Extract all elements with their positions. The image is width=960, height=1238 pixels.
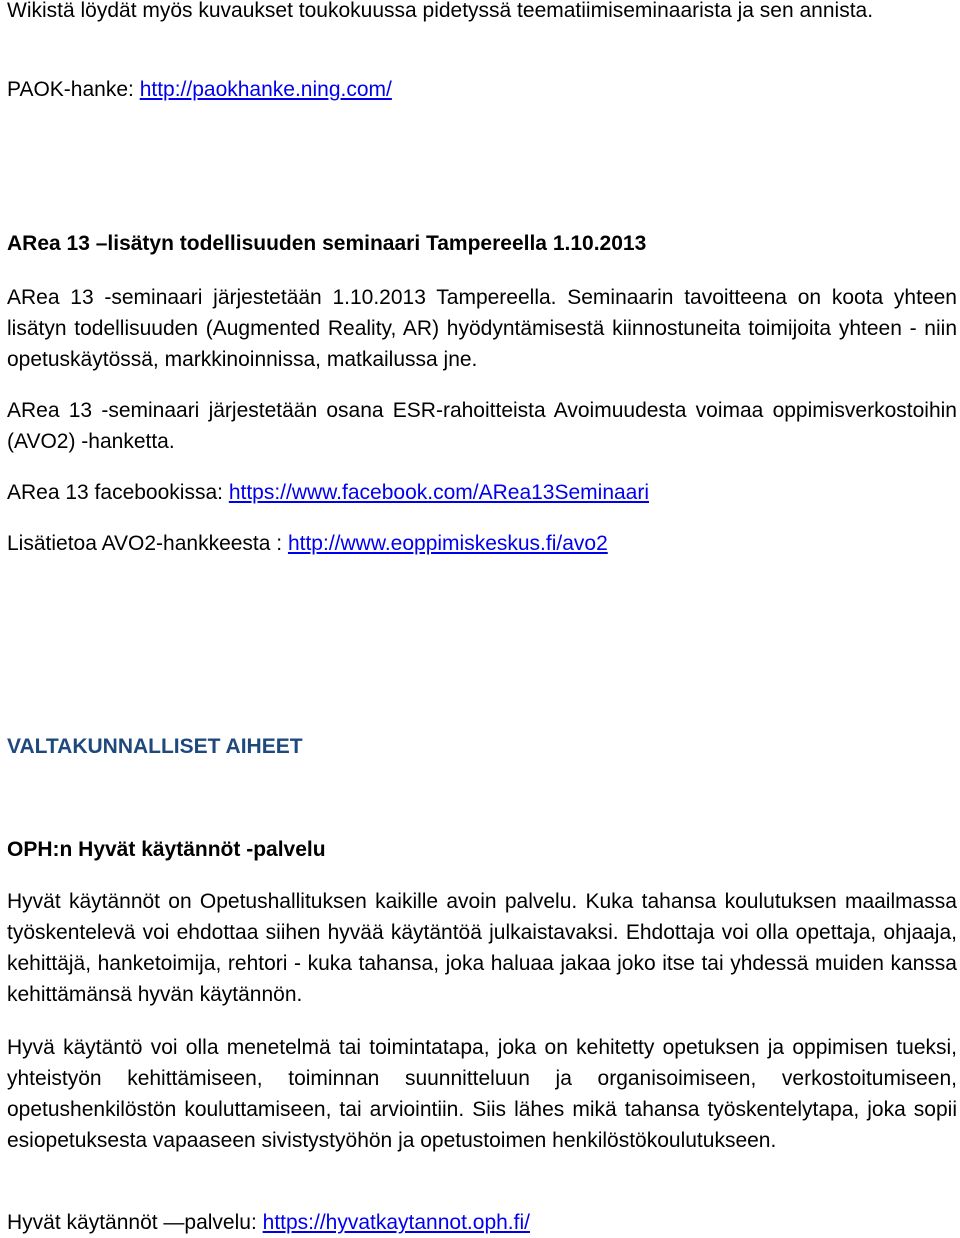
area13-para1-block — [7, 282, 957, 375]
facebook-label: ARea 13 facebookissa: — [7, 481, 229, 504]
facebook-line — [7, 477, 957, 508]
section-heading-block — [7, 731, 957, 762]
oph-para1-block — [7, 886, 957, 1010]
oph-paragraph-1: Hyvät käytännöt on Opetushallituksen kaikille avoin palvelu. Kuka tahansa koulutuksen maailmassa työskentelevä voi ehdottaa siihen hyvää käytäntöä julkaistavaksi. Ehdottaja voi olla opettaja, ohjaaja, kehittäjä, hanketoimija, rehtori - kuka tahansa, joka haluaa jakaa joko itse tai yhdessä muiden kanssa kehittämänsä hyvän käytännön. — [7, 890, 957, 1006]
avo2-link[interactable]: http://www.eoppimiskeskus.fi/avo2 — [287, 532, 608, 555]
service-link[interactable]: https://hyvatkaytannot.oph.fi/ — [262, 1211, 530, 1234]
intro-text: Wikistä löydät myös kuvaukset toukokuussa pidetyssä teematiimiseminaarista ja sen annista. — [7, 0, 874, 22]
area13-heading-block — [7, 228, 957, 259]
paok-link[interactable]: http://paokhanke.ning.com/ — [139, 78, 392, 101]
service-line — [7, 1207, 957, 1238]
paok-label: PAOK-hanke: — [7, 78, 140, 101]
avo2-line — [7, 528, 957, 559]
oph-heading: OPH:n Hyvät käytännöt -palvelu — [7, 838, 326, 861]
service-label: Hyvät käytännöt —palvelu: — [7, 1211, 263, 1234]
oph-para2-block — [7, 1032, 957, 1156]
oph-heading-block — [7, 834, 957, 865]
paok-line — [7, 74, 957, 105]
area13-paragraph-2: ARea 13 -seminaari järjestetään osana ESR-rahoitteista Avoimuudesta voimaa oppimisverkostoihin (AVO2) -hanketta. — [7, 399, 957, 453]
intro-block — [7, 0, 957, 26]
avo2-label: Lisätietoa AVO2-hankkeesta : — [7, 532, 288, 555]
section-heading: VALTAKUNNALLISET AIHEET — [7, 735, 303, 758]
area13-para2-block — [7, 395, 957, 457]
area13-heading: ARea 13 –lisätyn todellisuuden seminaari Tampereella 1.10.2013 — [7, 232, 647, 255]
area13-paragraph-1: ARea 13 -seminaari järjestetään 1.10.2013 Tampereella. Seminaarin tavoitteena on koota yhteen lisätyn todellisuuden (Augmented Reality, AR) hyödyntämisestä kiinnostuneita toimijoita yhteen - niin opetuskäytössä, markkinoinnissa, matkailussa jne. — [7, 286, 957, 371]
facebook-link[interactable]: https://www.facebook.com/ARea13Seminaari — [228, 481, 650, 504]
oph-paragraph-2: Hyvä käytäntö voi olla menetelmä tai toimintatapa, joka on kehitetty opetuksen ja oppimisen tueksi, yhteistyön kehittämiseen, toiminnan suunnitteluun ja organisoimiseen, verkostoitumiseen, opetushenkilöstön kouluttamiseen, tai arviointiin. Siis lähes mikä tahansa työskentelytapa, joka sopii esiopetuksesta vapaaseen sivistystyöhön ja opetustoimen henkilöstökoulutukseen. — [7, 1036, 957, 1152]
